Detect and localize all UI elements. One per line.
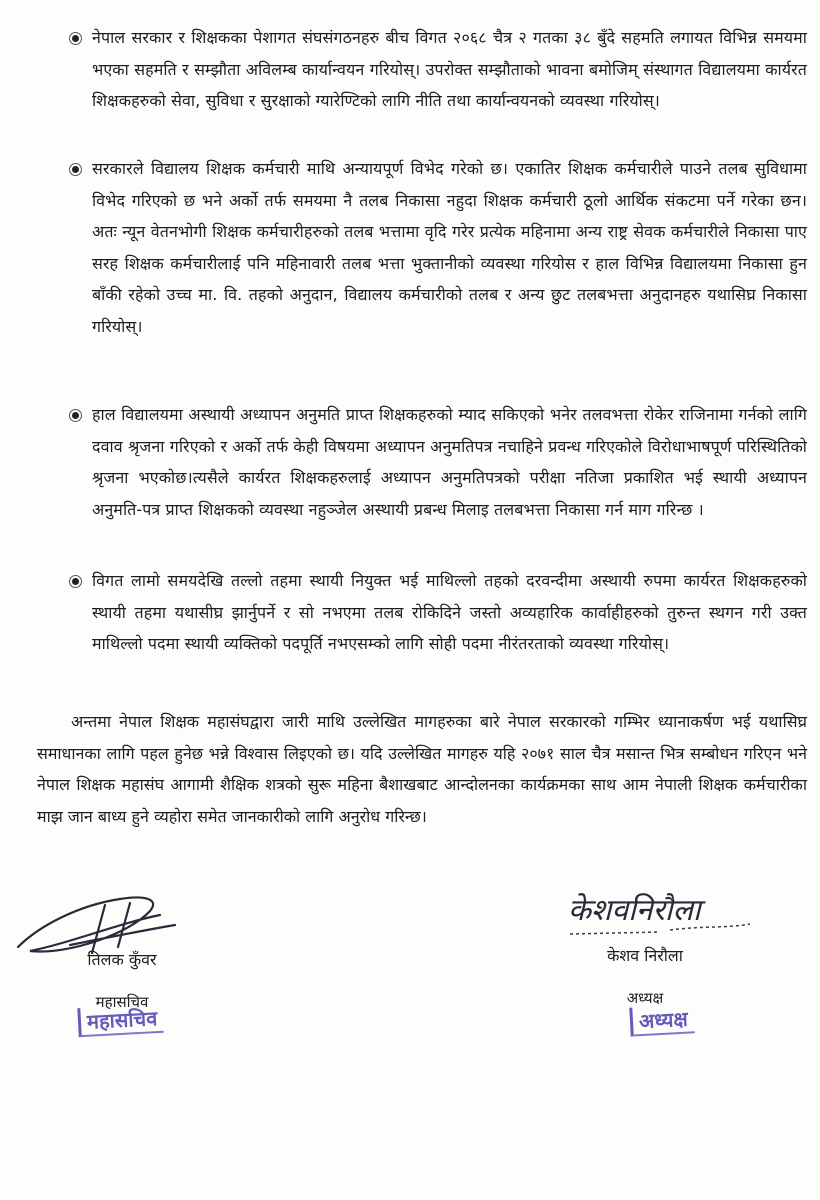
- list-item: [92, 565, 807, 660]
- list-item: [92, 153, 807, 342]
- handwritten-signature-right: [560, 876, 760, 946]
- bullet-icon: [72, 412, 79, 419]
- bullet-icon: [72, 35, 79, 42]
- list-item: [92, 22, 807, 117]
- signature-script: केशवनिरौला: [568, 893, 701, 928]
- demand-text: नेपाल सरकार र शिक्षकका पेशागत संघसंगठनहरु बीच विगत २०६८ चैत्र २ गतका ३८ बुँदे सहमति लगायत विभिन्न समयमा भएका सहमति र सम्झौता अविलम्ब कार्यान्वयन गरियोस्। उपरोक्त सम्झौताको भावना बमोजिम् संस्थागत विद्यालयमा कार्यरत शिक्षकहरुको सेवा, सुविधा र सुरक्षाको ग्यारेण्टिको लागि नीति तथा कार्यान्वयनको व्यवस्था गरियोस्।: [92, 28, 807, 110]
- stamp-right: अध्यक्ष: [629, 1004, 694, 1036]
- list-item: [92, 399, 807, 525]
- stamp-left: महासचिव: [77, 1004, 164, 1037]
- demand-text: विगत लामो समयदेखि तल्लो तहमा स्थायी नियुक्त भई माथिल्लो तहको दरवन्दीमा अस्थायी रुपमा कार्यरत शिक्षकहरुको स्थायी तहमा यथासीघ्र झार्नुपर्ने र सो नभएमा तलब रोकिदिने जस्तो अव्यहारिक कार्वाहीहरुको तुरुन्त स्थगन गरी उक्त माथिल्लो पदमा स्थायी व्यक्तिको पदपूर्ति नभएसम्को लागि सोही पदमा नीरंतरताको व्यवस्था गरियोस्।: [92, 571, 807, 653]
- demand-text: हाल विद्यालयमा अस्थायी अध्यापन अनुमति प्राप्त शिक्षकहरुको म्याद सकिएको भनेर तलवभत्ता रोकेर राजिनामा गर्नको लागि दवाव श्रृजना गरिएको र अर्को तर्फ केही विषयमा अध्यापन अनुमतिपत्र नचाहिने प्रवन्ध गरिएकोले विरोधाभाषपूर्ण परिस्थितिको श्रृजना भएकोछ।त्यसैले कार्यरत शिक्षकहरुलाई अध्यापन अनुमतिपत्रको परीक्षा नतिजा प्रकाशित भई स्थायी अध्यापन अनुमति-पत्र प्राप्त शिक्षकको व्यवस्था नहुञ्जेल अस्थायी प्रबन्ध मिलाइ तलबभत्ता निकासा गर्न माग गरिन्छ ।: [92, 405, 807, 519]
- demand-text: सरकारले विद्यालय शिक्षक कर्मचारी माथि अन्यायपूर्ण विभेद गरेको छ। एकातिर शिक्षक कर्मचारीले पाउने तलब सुविधामा विभेद गरिएको छ भने अर्को तर्फ समयमा नै तलब निकासा नहुदा शिक्षक कर्मचारी ठूलो आर्थिक संकटमा पर्ने गरेका छन। अतः न्यून वेतनभोगी शिक्षक कर्मचारीहरुको तलब भत्तामा वृदि गरेर प्रत्येक महिनामा अन्य राष्ट्र सेवक कर्मचारीले निकासा पाए सरह शिक्षक कर्मचारीलाई पनि महिनावारी तलब भत्ता भुक्तानीको व्यवस्था गरियोस र हाल विभिन्न विद्यालयमा निकासा हुन बाँकी रहेको उच्च मा. वि. तहको अनुदान, विद्यालय कर्मचारीको तलब र अन्य छुट तलबभत्ता अनुदानहरु यथासिघ्र निकासा गरियोस्।: [92, 159, 807, 336]
- closing-paragraph: अन्तमा नेपाल शिक्षक महासंघद्वारा जारी माथि उल्लेखित मागहरुका बारे नेपाल सरकारको गम्भिर ध्यानाकर्षण भई यथासिघ्र समाधानका लागि पहल हुनेछ भन्ने विश्वास लिइएको छ। यदि उल्लेखित मागहरु यहि २०७१ साल चैत्र मसान्त भित्र सम्बोधन गरिएन भने नेपाल शिक्षक महासंघ आगामी शैक्षिक शत्रको सुरू महिना बैशाखबाट आन्दोलनका कार्यक्रमका साथ आम नेपाली शिक्षक कर्मचारीका माझ जान बाध्य हुने व्यहोरा समेत जानकारीको लागि अनुरोध गरिन्छ।: [37, 712, 807, 826]
- signatory-title: महासचिव: [95, 993, 149, 1011]
- signatory-title: अध्यक्ष: [626, 989, 664, 1007]
- signatory-name: केशव निरौला: [607, 946, 683, 965]
- bullet-icon: [72, 578, 79, 585]
- signatory-name: तिलक कुँवर: [87, 950, 157, 969]
- right-signatory: [575, 944, 715, 1008]
- bullet-icon: [72, 166, 79, 173]
- left-signatory: [52, 948, 192, 1012]
